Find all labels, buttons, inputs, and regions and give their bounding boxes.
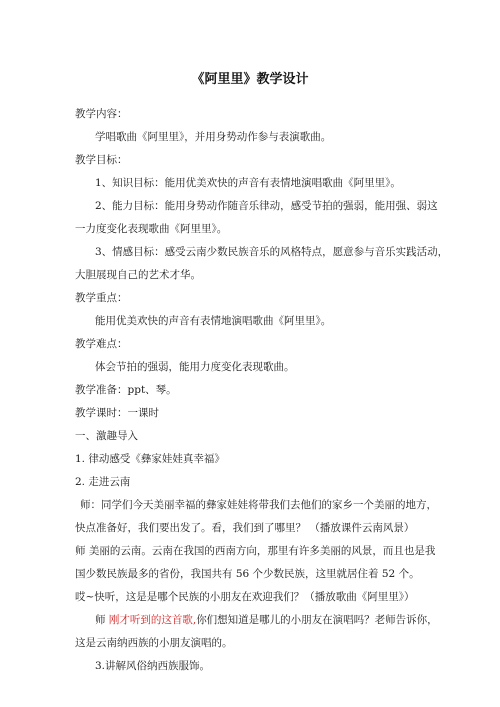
speaker-label: 师: [95, 614, 106, 626]
section-label-key-point: 教学重点：: [75, 292, 128, 304]
paragraph: 这是云南纳西族的小朋友演唱的。: [75, 637, 233, 649]
paragraph: 学唱歌曲《阿里里》，并用身势动作参与表演歌曲。: [95, 131, 332, 143]
paragraph: 师 美丽的云南。云南在我国的西南方向，那里有许多美丽的风景，而且也是我: [75, 545, 436, 557]
paragraph: 能用优美欢快的声音有表情地演唱歌曲《阿里里》。: [95, 315, 332, 327]
paragraph: 1、知识目标：能用优美欢快的声音有表情地演唱歌曲《阿里里》。: [95, 177, 401, 189]
paragraph: 国少数民族最多的省份，我国共有 56 个少数民族，这里就居住着 52 个。: [75, 568, 420, 580]
highlighted-text: 刚才听到的这首歌,: [108, 614, 197, 626]
paragraph: 哎~快听，这是是哪个民族的小朋友在欢迎我们？（播放歌曲《阿里里》）: [75, 591, 415, 603]
paragraph: [95, 613, 438, 627]
list-item: 1. 律动感受《彝家娃娃真幸福》: [75, 453, 225, 465]
section-heading: 一、激趣导入: [75, 430, 138, 442]
paragraph: 大胆展现自己的艺术才华。: [75, 269, 201, 281]
paragraph-text: 你们想知道是哪儿的小朋友在演唱吗？老师告诉你，: [196, 614, 438, 626]
paragraph: 3、情感目标：感受云南少数民族音乐的风格特点，愿意参与音乐实践活动，: [95, 246, 449, 258]
section-label-goals: 教学目标：: [75, 154, 128, 166]
paragraph: 教学准备：ppt、琴。: [75, 384, 177, 396]
paragraph: 体会节拍的强弱，能用力度变化表现歌曲。: [95, 361, 295, 373]
list-item: 2. 走进云南: [75, 476, 131, 488]
section-label-difficulty: 教学难点：: [75, 338, 128, 350]
list-item: 3.讲解风俗纳西族服饰。: [95, 660, 211, 672]
paragraph: 快点准备好，我们要出发了。看，我们到了哪里？ （播放课件云南风景）: [75, 522, 415, 534]
paragraph: 一力度变化表现歌曲《阿里里》。: [75, 223, 228, 235]
page-title: 《阿里里》教学设计: [191, 72, 309, 87]
paragraph: 教学课时：一课时: [75, 407, 159, 419]
section-label-content: 教学内容：: [75, 108, 128, 120]
paragraph: 师：同学们今天美丽幸福的彝家娃娃将带我们去他们的家乡一个美丽的地方，: [80, 499, 437, 511]
paragraph: 2、能力目标：能用身势动作随音乐律动，感受节拍的强弱，能用强、弱这: [95, 200, 438, 212]
